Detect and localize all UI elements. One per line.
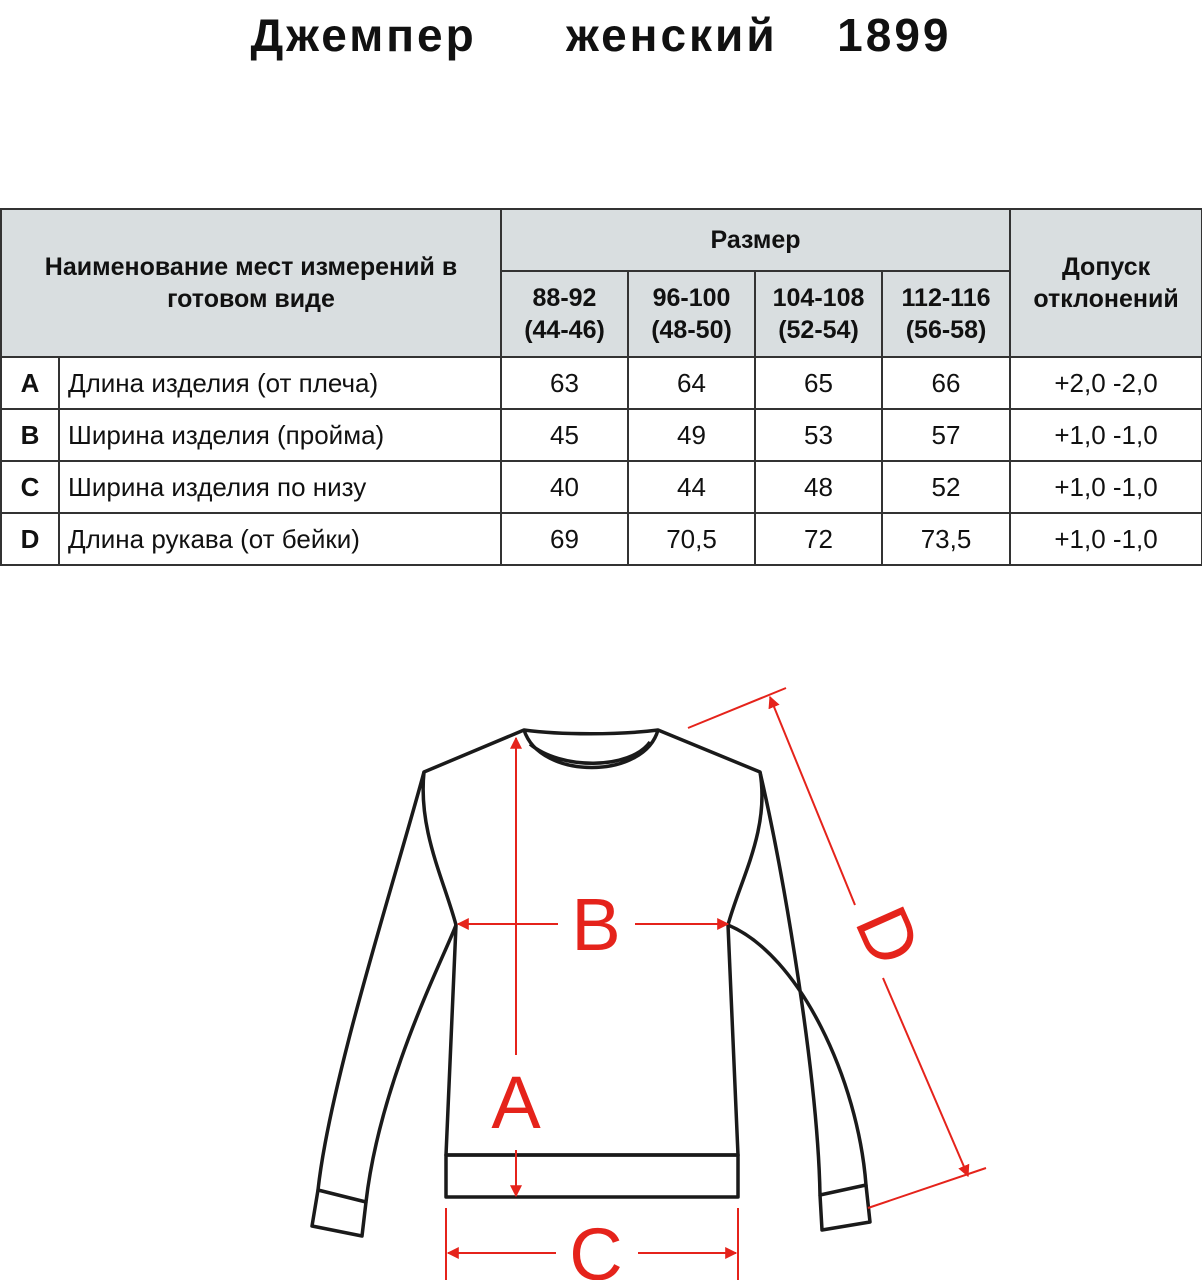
row-value: 70,5 [628, 513, 755, 565]
row-letter: A [1, 357, 59, 409]
hem-band-outline [446, 1155, 738, 1197]
row-value: 53 [755, 409, 882, 461]
jumper-outline [312, 730, 870, 1236]
row-value: 52 [882, 461, 1010, 513]
row-value: 72 [755, 513, 882, 565]
table-row [1, 513, 1202, 565]
row-value: 69 [501, 513, 628, 565]
table-row [1, 409, 1202, 461]
row-value: 44 [628, 461, 755, 513]
row-value: 45 [501, 409, 628, 461]
row-name: Длина изделия (от плеча) [59, 357, 501, 409]
row-letter: B [1, 409, 59, 461]
row-tolerance: +1,0 -1,0 [1010, 409, 1202, 461]
header-tolerance: Допуск отклонений [1010, 209, 1202, 357]
row-value: 66 [882, 357, 1010, 409]
header-size: Размер [501, 209, 1010, 271]
jumper-measurement-diagram [0, 640, 1202, 1280]
row-value: 64 [628, 357, 755, 409]
row-value: 57 [882, 409, 1010, 461]
size-column-header: 104-108 (52-54) [755, 271, 882, 357]
row-tolerance: +1,0 -1,0 [1010, 461, 1202, 513]
row-name: Ширина изделия по низу [59, 461, 501, 513]
label-c: C [569, 1213, 623, 1280]
size-column-header: 96-100 (48-50) [628, 271, 755, 357]
label-d: D [839, 894, 938, 977]
row-letter: D [1, 513, 59, 565]
row-name: Ширина изделия (пройма) [59, 409, 501, 461]
label-b: B [571, 883, 621, 966]
table-row [1, 461, 1202, 513]
row-value: 48 [755, 461, 882, 513]
collar-outline [524, 730, 658, 768]
row-value: 65 [755, 357, 882, 409]
size-chart-table [0, 208, 1202, 566]
row-value: 73,5 [882, 513, 1010, 565]
row-name: Длина рукава (от бейки) [59, 513, 501, 565]
row-value: 49 [628, 409, 755, 461]
row-value: 63 [501, 357, 628, 409]
row-value: 40 [501, 461, 628, 513]
label-a: A [491, 1061, 541, 1144]
table-row [1, 357, 1202, 409]
row-tolerance: +2,0 -2,0 [1010, 357, 1202, 409]
right-sleeve-outline [728, 772, 866, 1195]
size-column-header: 88-92 (44-46) [501, 271, 628, 357]
row-tolerance: +1,0 -1,0 [1010, 513, 1202, 565]
header-measurement-name: Наименование мест измерений в готовом виде [1, 209, 501, 357]
size-column-header: 112-116 (56-58) [882, 271, 1010, 357]
row-letter: C [1, 461, 59, 513]
page-title: Джемпер женский 1899 [250, 9, 952, 61]
measure-d [688, 688, 986, 1208]
left-sleeve-outline [318, 772, 456, 1202]
